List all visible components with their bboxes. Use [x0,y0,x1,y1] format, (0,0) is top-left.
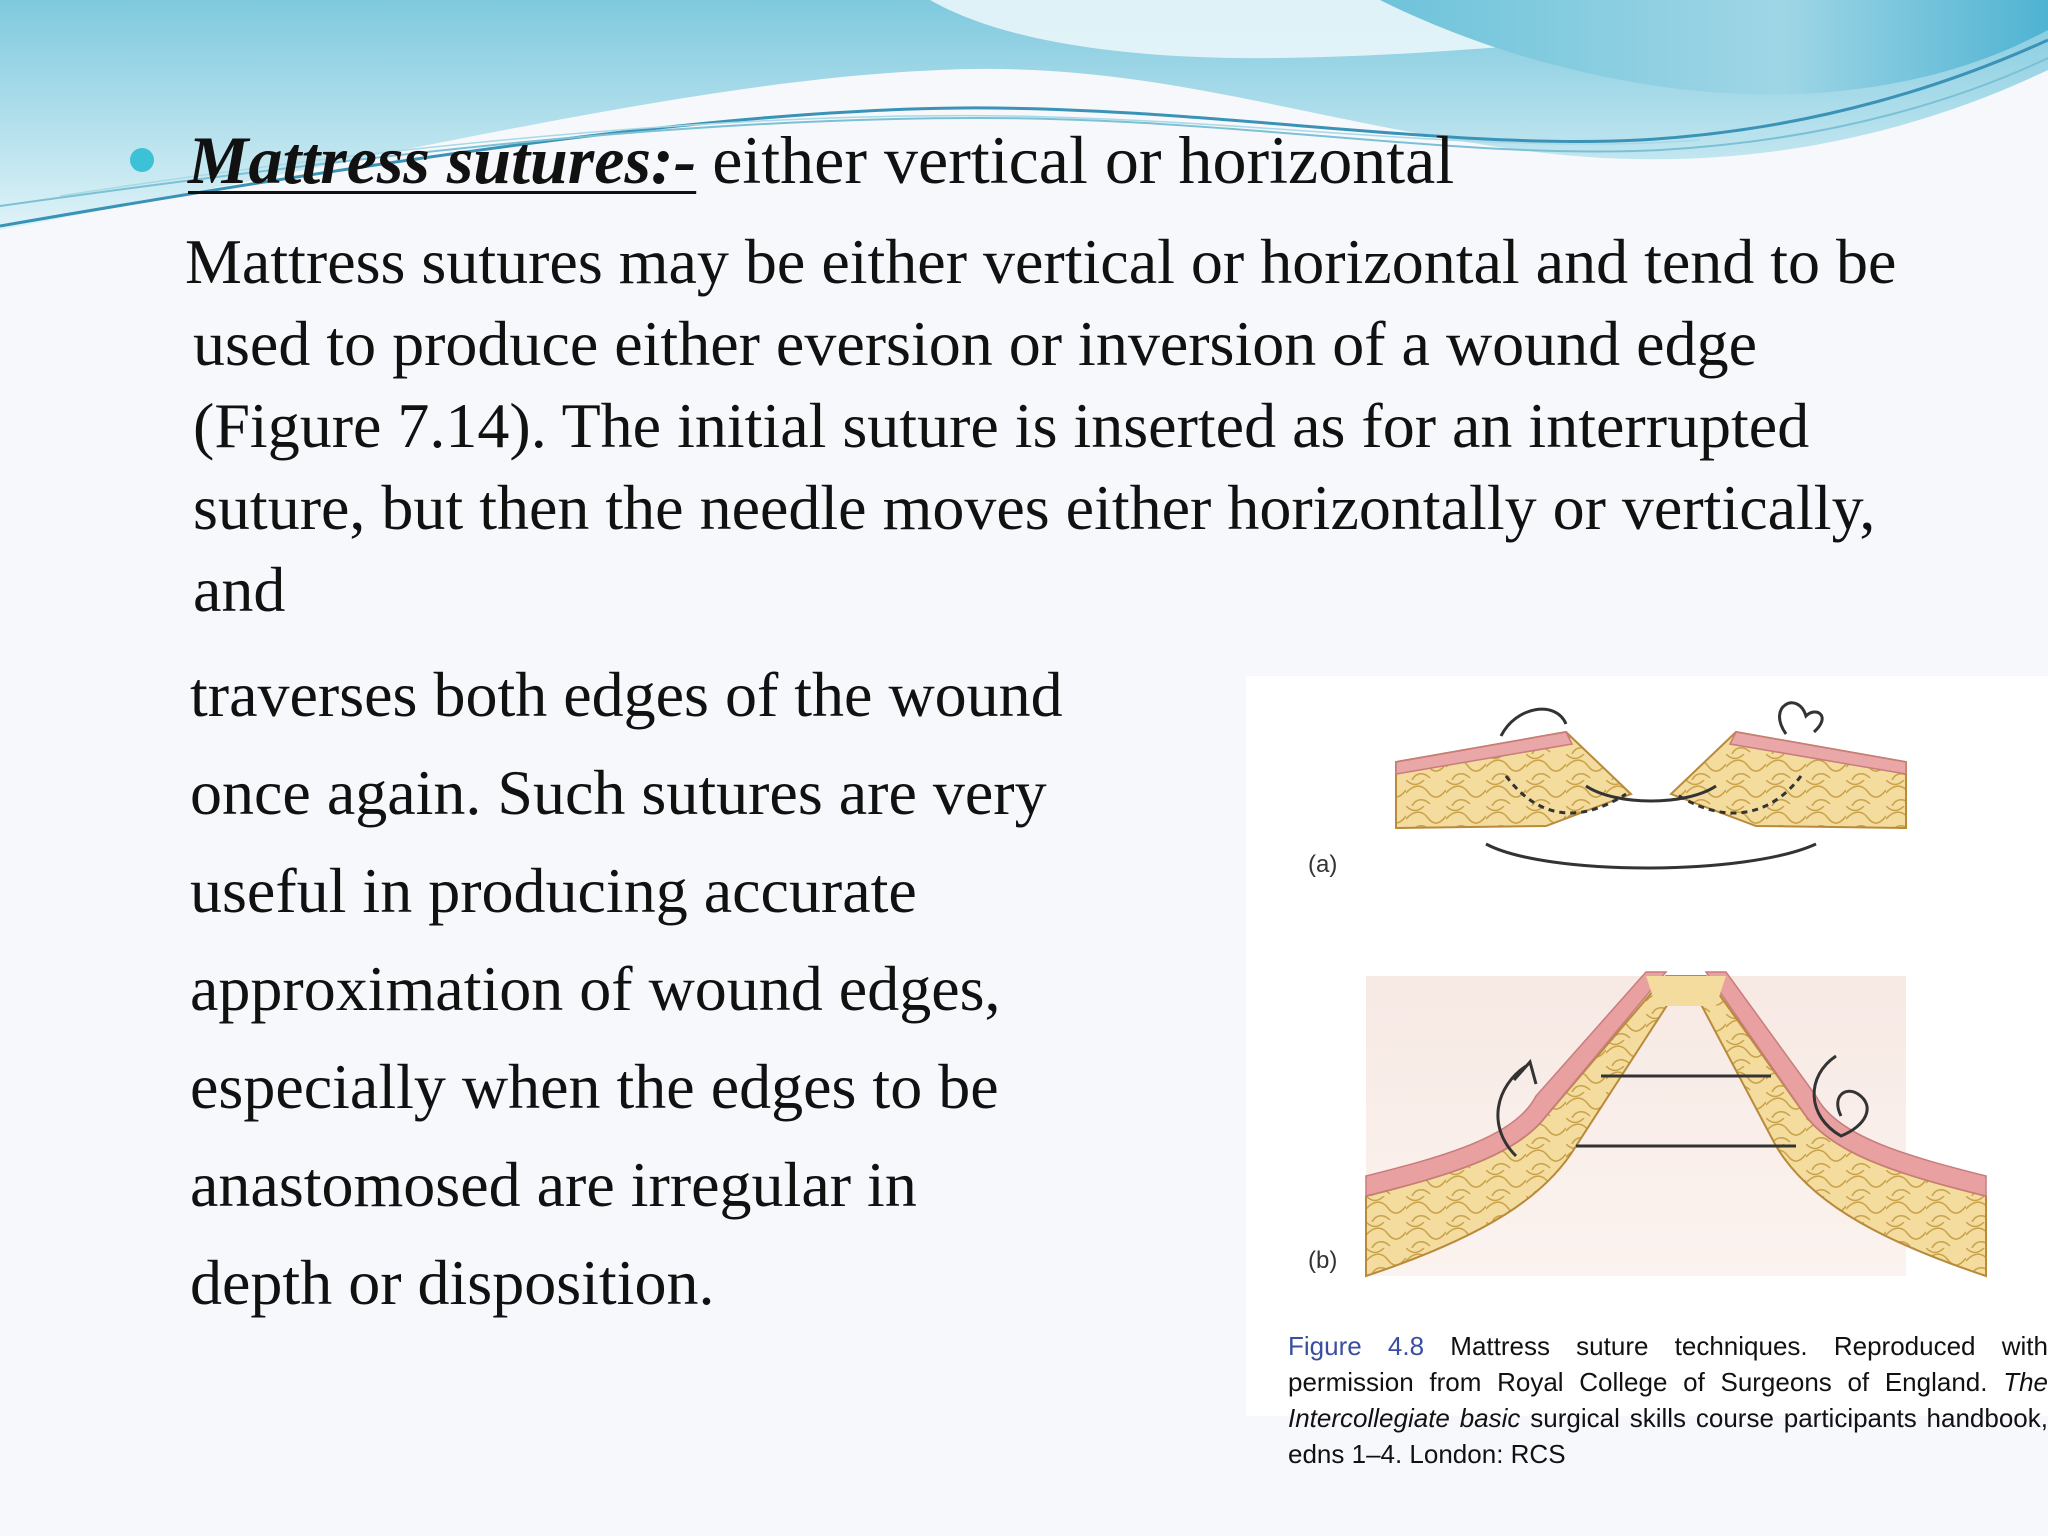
figure-part-a [1396,703,1906,868]
caption-text: Mattress suture techniques. Reproduced with permission from Royal College of Surgeons of England. [1288,1331,2048,1397]
title-rest: either vertical or horizontal [712,122,1455,198]
slide-title [130,118,1454,202]
caption-italic: The Intercollegiate basic [1288,1367,2048,1433]
figure-caption [1288,1328,2048,1472]
suture-illustration [1246,676,2048,1416]
paragraph-line: depth or disposition. [190,1247,715,1318]
paragraph-line: once again. Such sutures are very [190,757,1047,828]
paragraph-line: especially when the edges to be [190,1051,999,1122]
paragraph-top: Mattress sutures may be either vertical or horizontal and tend to be used to produce either eversion or inversion of a wound edge (Figure 7.14). The initial suture is inserted as for an interrupted suture, but then the needle moves either horizontally or vertically, and [185,226,1897,625]
paragraph-line: anastomosed are irregular in [190,1149,917,1220]
paragraph-line: traverses both edges of the wound [190,659,1063,730]
figure-part-b [1366,972,1986,1276]
figure-label-a: (a) [1308,851,1338,878]
paragraph-left [190,646,1230,1332]
paragraph-line: approximation of wound edges, [190,953,1001,1024]
title-emphasis: Mattress sutures:- [188,122,697,198]
caption-figure-number: Figure 4.8 [1288,1331,1425,1361]
mattress-suture-figure [1246,676,2048,1469]
caption-partial: surgical skills course participants handbook, edns 1–4. London: RCS [1288,1403,2048,1469]
paragraph-line: useful in producing accurate [190,855,917,926]
figure-label-b: (b) [1308,1247,1338,1274]
bullet-icon [130,148,154,172]
